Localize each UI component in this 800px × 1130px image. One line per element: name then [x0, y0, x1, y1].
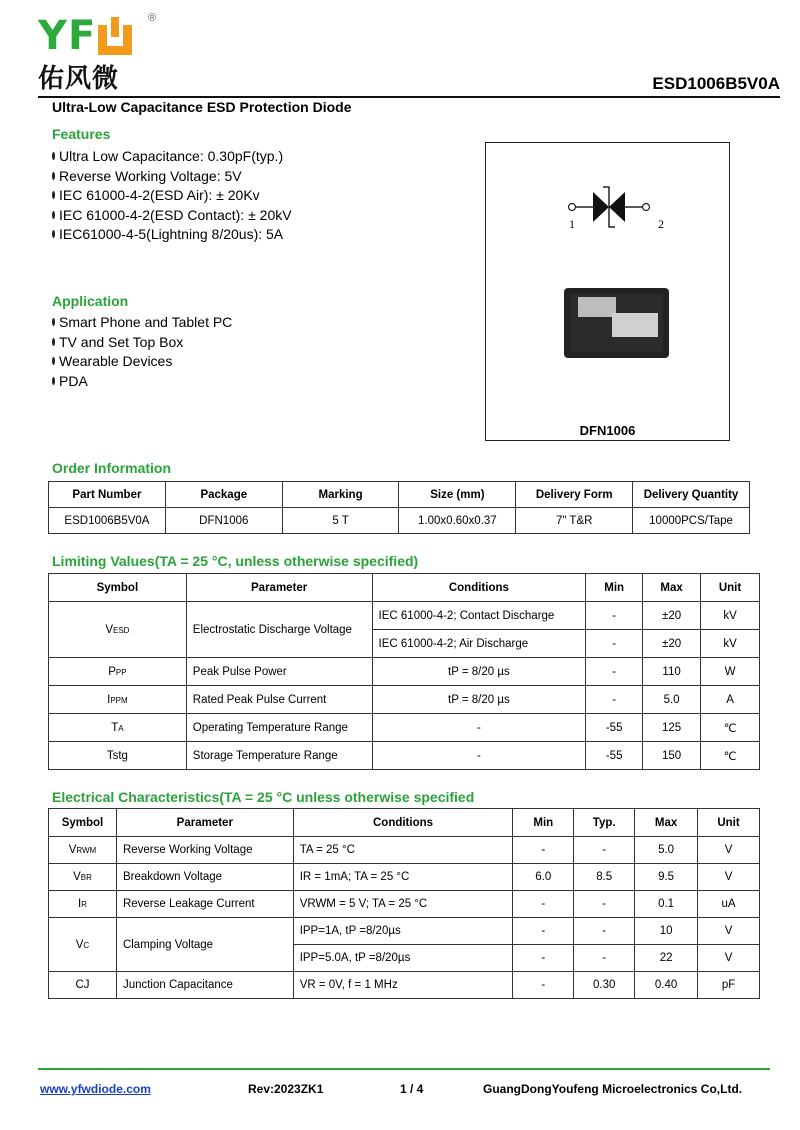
table-row [49, 972, 760, 999]
table-row [49, 686, 760, 714]
table-row [49, 864, 760, 891]
typ-cell: - [574, 837, 635, 864]
application-list [52, 313, 232, 391]
conditions-cell: VR = 0V, f = 1 MHz [293, 972, 513, 999]
registered-mark: ® [148, 12, 157, 24]
column-header: Conditions [293, 809, 513, 837]
min-cell: - [513, 918, 574, 945]
conditions-cell: IR = 1mA; TA = 25 °C [293, 864, 513, 891]
diode-schematic-symbol [486, 143, 731, 413]
table-cell: DFN1006 [165, 508, 282, 534]
table-row [49, 602, 760, 630]
typ-cell: 0.30 [574, 972, 635, 999]
logo-chinese-name: 佑风微 [38, 64, 120, 94]
symbol-cell: VRWM [49, 837, 117, 864]
list-item: IEC 61000-4-2(ESD Contact): ± 20kV [52, 206, 292, 226]
min-cell: - [586, 602, 643, 630]
max-cell: 0.1 [635, 891, 698, 918]
symbol-cell: VESD [49, 602, 187, 658]
package-name-label: DFN1006 [579, 423, 636, 438]
column-header: Min [586, 574, 643, 602]
unit-cell: V [698, 864, 760, 891]
table-cell: 10000PCS/Tape [633, 508, 750, 534]
table-row [49, 918, 760, 945]
unit-cell: pF [698, 972, 760, 999]
part-number-heading: ESD1006B5V0A [652, 74, 780, 93]
footer-rule [38, 1068, 770, 1070]
min-cell: - [513, 945, 574, 972]
column-header: Unit [698, 809, 760, 837]
max-cell: ±20 [643, 630, 701, 658]
table-cell: 7" T&R [516, 508, 633, 534]
symbol-cell: VC [49, 918, 117, 972]
table-row [49, 658, 760, 686]
max-cell: 9.5 [635, 864, 698, 891]
unit-cell: V [698, 837, 760, 864]
min-cell: -55 [586, 742, 643, 770]
min-cell: - [586, 630, 643, 658]
typ-cell: - [574, 918, 635, 945]
unit-cell: A [701, 686, 760, 714]
logo-letter-f: F [67, 13, 97, 59]
footer-page-number: 1 / 4 [400, 1082, 424, 1096]
parameter-cell: Storage Temperature Range [186, 742, 372, 770]
parameter-cell: Reverse Working Voltage [116, 837, 293, 864]
limiting-values-title: Limiting Values(TA = 25 °C, unless otherwise specified) [52, 553, 419, 569]
list-item: Smart Phone and Tablet PC [52, 313, 232, 333]
column-header: Parameter [116, 809, 293, 837]
table-row [49, 508, 750, 534]
column-header: Typ. [574, 809, 635, 837]
column-header: Max [643, 574, 701, 602]
conditions-cell: IEC 61000-4-2; Air Discharge [372, 630, 586, 658]
footer-revision: Rev:2023ZK1 [248, 1082, 324, 1096]
max-cell: 150 [643, 742, 701, 770]
parameter-cell: Peak Pulse Power [186, 658, 372, 686]
table-cell: 5 T [282, 508, 399, 534]
max-cell: 5.0 [643, 686, 701, 714]
column-header: Part Number [49, 482, 166, 508]
column-header: Size (mm) [399, 482, 516, 508]
conditions-cell: - [372, 714, 586, 742]
conditions-cell: IEC 61000-4-2; Contact Discharge [372, 602, 586, 630]
min-cell: - [513, 891, 574, 918]
unit-cell: W [701, 658, 760, 686]
min-cell: - [513, 972, 574, 999]
symbol-cell: IR [49, 891, 117, 918]
conditions-cell: IPP=1A, tP =8/20µs [293, 918, 513, 945]
application-title: Application [52, 293, 129, 309]
table-row [49, 742, 760, 770]
unit-cell: kV [701, 602, 760, 630]
table-cell: ESD1006B5V0A [49, 508, 166, 534]
unit-cell: kV [701, 630, 760, 658]
table-row [49, 837, 760, 864]
column-header: Min [513, 809, 574, 837]
features-title: Features [52, 126, 111, 142]
conditions-cell: IPP=5.0A, tP =8/20µs [293, 945, 513, 972]
parameter-cell: Junction Capacitance [116, 972, 293, 999]
table-header-row [49, 482, 750, 508]
header-rule [38, 96, 780, 98]
max-cell: 0.40 [635, 972, 698, 999]
parameter-cell: Breakdown Voltage [116, 864, 293, 891]
column-header: Marking [282, 482, 399, 508]
table-header-row [49, 574, 760, 602]
list-item: Ultra Low Capacitance: 0.30pF(typ.) [52, 147, 292, 167]
unit-cell: ℃ [701, 714, 760, 742]
min-cell: - [586, 658, 643, 686]
pin-2-label: 2 [658, 217, 664, 231]
unit-cell: ℃ [701, 742, 760, 770]
table-cell: 1.00x0.60x0.37 [399, 508, 516, 534]
dfn1006-package-image [564, 288, 669, 358]
max-cell: ±20 [643, 602, 701, 630]
symbol-cell: VBR [49, 864, 117, 891]
min-cell: -55 [586, 714, 643, 742]
unit-cell: uA [698, 891, 760, 918]
limiting-values-table [48, 573, 760, 770]
max-cell: 22 [635, 945, 698, 972]
list-item: TV and Set Top Box [52, 333, 232, 353]
column-header: Unit [701, 574, 760, 602]
symbol-cell: PPP [49, 658, 187, 686]
electrical-characteristics-table [48, 808, 760, 999]
table-header-row [49, 809, 760, 837]
unit-cell: V [698, 918, 760, 945]
typ-cell: 8.5 [574, 864, 635, 891]
footer-website [40, 1082, 151, 1096]
parameter-cell: Reverse Leakage Current [116, 891, 293, 918]
symbol-cell: IPPM [49, 686, 187, 714]
parameter-cell: Electrostatic Discharge Voltage [186, 602, 372, 658]
column-header: Symbol [49, 809, 117, 837]
logo-u-mark [98, 17, 132, 55]
parameter-cell: Operating Temperature Range [186, 714, 372, 742]
electrical-characteristics-title: Electrical Characteristics(TA = 25 °C unless otherwise specified [52, 789, 475, 805]
symbol-cell: CJ [49, 972, 117, 999]
website-link[interactable]: www.yfwdiode.com [40, 1082, 151, 1096]
conditions-cell: tP = 8/20 µs [372, 658, 586, 686]
logo-letters [38, 14, 132, 58]
unit-cell: V [698, 945, 760, 972]
min-cell: - [513, 837, 574, 864]
list-item: IEC61000-4-5(Lightning 8/20us): 5A [52, 225, 292, 245]
package-figure [485, 142, 730, 441]
document-subtitle: Ultra-Low Capacitance ESD Protection Diode [52, 99, 352, 115]
order-info-title: Order Information [52, 460, 172, 476]
max-cell: 110 [643, 658, 701, 686]
features-list [52, 147, 292, 245]
symbol-cell: TA [49, 714, 187, 742]
column-header: Package [165, 482, 282, 508]
column-header: Parameter [186, 574, 372, 602]
logo-letter-y: Y [38, 13, 68, 59]
footer-company: GuangDongYoufeng Microelectronics Co,Ltd. [483, 1082, 743, 1096]
list-item: PDA [52, 372, 232, 392]
table-row [49, 891, 760, 918]
list-item: IEC 61000-4-2(ESD Air): ± 20Kv [52, 186, 292, 206]
list-item: Reverse Working Voltage: 5V [52, 167, 292, 187]
conditions-cell: - [372, 742, 586, 770]
table-row [49, 714, 760, 742]
conditions-cell: VRWM = 5 V; TA = 25 °C [293, 891, 513, 918]
min-cell: - [586, 686, 643, 714]
column-header: Delivery Quantity [633, 482, 750, 508]
max-cell: 10 [635, 918, 698, 945]
min-cell: 6.0 [513, 864, 574, 891]
column-header: Max [635, 809, 698, 837]
typ-cell: - [574, 891, 635, 918]
column-header: Symbol [49, 574, 187, 602]
parameter-cell: Rated Peak Pulse Current [186, 686, 372, 714]
conditions-cell: tP = 8/20 µs [372, 686, 586, 714]
typ-cell: - [574, 945, 635, 972]
max-cell: 5.0 [635, 837, 698, 864]
max-cell: 125 [643, 714, 701, 742]
pin-1-label: 1 [569, 217, 575, 231]
parameter-cell: Clamping Voltage [116, 918, 293, 972]
order-info-table [48, 481, 750, 534]
list-item: Wearable Devices [52, 352, 232, 372]
column-header: Conditions [372, 574, 586, 602]
column-header: Delivery Form [516, 482, 633, 508]
conditions-cell: TA = 25 °C [293, 837, 513, 864]
company-logo [38, 12, 168, 92]
symbol-cell: Tstg [49, 742, 187, 770]
